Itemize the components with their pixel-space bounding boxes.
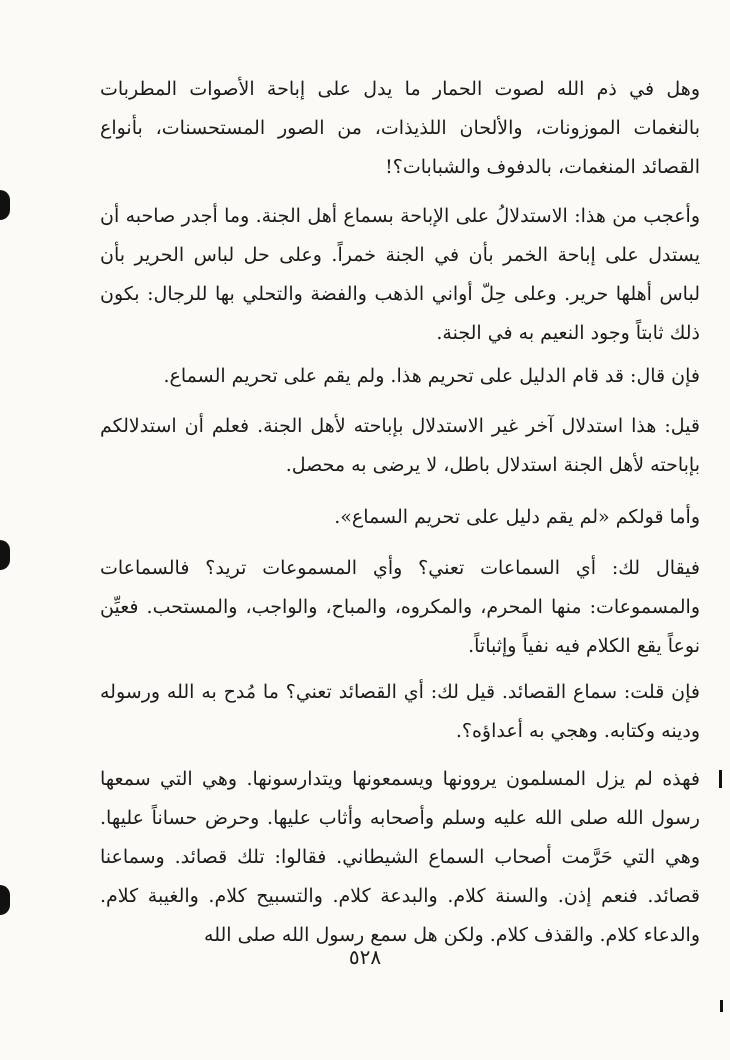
page-number: ٥٢٨ (348, 945, 382, 969)
edge-mark (720, 1000, 723, 1012)
edge-mark (719, 770, 722, 788)
paragraph-6: فيقال لك: أي السماعات تعني؟ وأي المسموعات تريد؟ فالسماعات والمسموعات: منها المحرم، والمكروه، والمباح، والواجب، والمستحب. فعيِّن نوعاً يقع الكلام فيه نفياً وإثباتاً. (100, 557, 700, 657)
binding-hole-mark (0, 885, 10, 915)
binding-hole-mark (0, 540, 10, 570)
paragraph-8: فهذه لم يزل المسلمون يروونها ويسمعونها ويتدارسونها. وهي التي سمعها رسول الله صلى الله عليه وسلم وأصحابه وأثاب عليها. وحرض حساناً عليها. وهي التي حَرَّمت أصحاب السماع الشيطاني. فقالوا: تلك قصائد. وسماعنا قصائد. فنعم إذن. والسنة كلام. والبدعة كلام. والتسبيح كلام. والغيبة كلام. والدعاء كلام. والقذف كلام. ولكن هل سمع رسول الله صلى الله (100, 768, 700, 946)
paragraph-3: فإن قال: قد قام الدليل على تحريم هذا. ولم يقم على تحريم السماع. (163, 365, 700, 387)
paragraph-2: وأعجب من هذا: الاستدلالُ على الإباحة بسماع أهل الجنة. وما أجدر صاحبه أن يستدل على إباحة الخمر بأن في الجنة خمراً. وعلى حل لباس الحرير بأن لباس أهلها حرير. وعلى حِلّ أواني الذهب والفضة والتحلي بها للرجال: بكون ذلك ثابتاً وجود النعيم به في الجنة. (100, 205, 700, 344)
paragraph-5: وأما قولكم «لم يقم دليل على تحريم السماع». (334, 506, 700, 528)
binding-hole-mark (0, 190, 10, 220)
paragraph-1: وهل في ذم الله لصوت الحمار ما يدل على إباحة الأصوات المطربات بالنغمات الموزونات، والألحان اللذيذات، من الصور المستحسنات، بأنواع القصائد المنغمات، بالدفوف والشبابات؟! (100, 78, 700, 178)
paragraph-7: فإن قلت: سماع القصائد. قيل لك: أي القصائد تعني؟ ما مُدح به الله ورسوله ودينه وكتابه. وهجي به أعداؤه؟. (100, 681, 700, 742)
paragraph-4: قيل: هذا استدلال آخر غير الاستدلال بإباحته لأهل الجنة. فعلم أن استدلالكم بإباحته لأهل الجنة استدلال باطل، لا يرضى به محصل. (100, 415, 700, 476)
